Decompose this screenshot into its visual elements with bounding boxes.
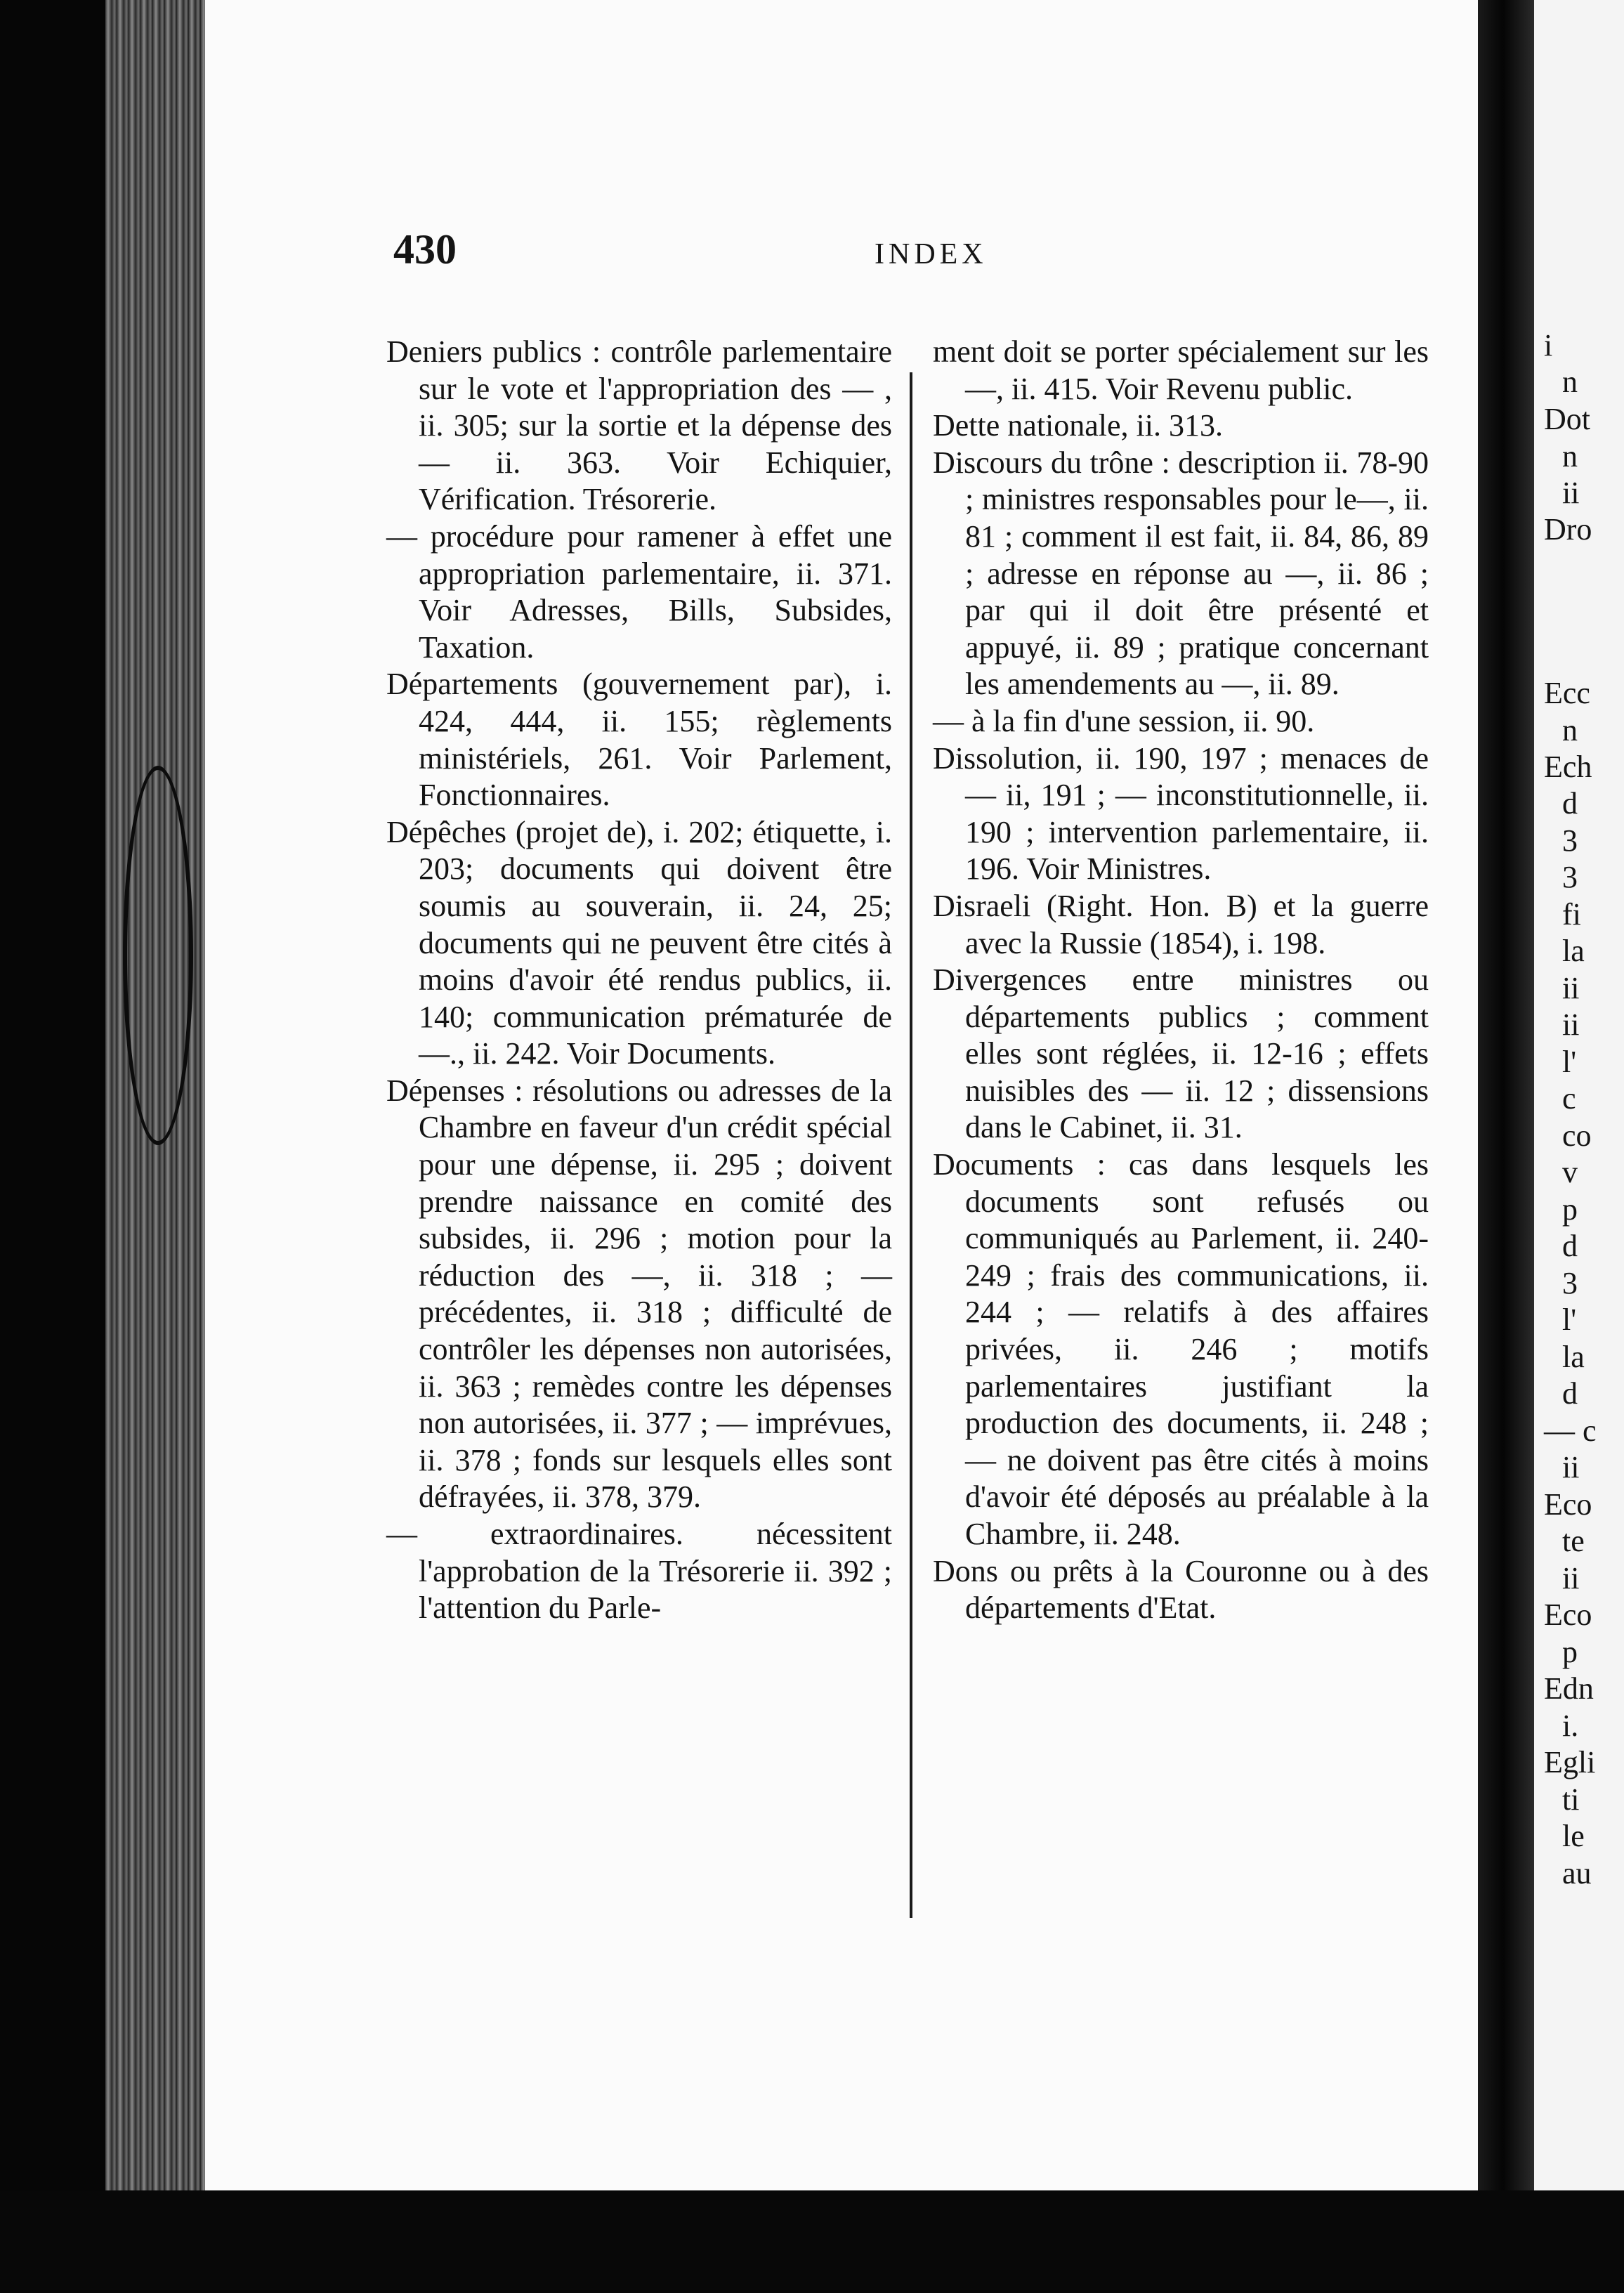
index-column-right — [933, 334, 1429, 1627]
adjacent-page-fragment: v — [1562, 1155, 1578, 1189]
adjacent-page-fragment: fi — [1562, 897, 1581, 932]
adjacent-page-fragment: la — [1562, 1340, 1585, 1374]
adjacent-page-fragment: i. — [1562, 1709, 1579, 1743]
adjacent-page-fragment: te — [1562, 1524, 1585, 1558]
adjacent-page-fragment: Dro — [1544, 512, 1592, 547]
adjacent-page-fragment: n — [1562, 713, 1578, 747]
adjacent-page-fragment: ii — [1562, 1007, 1580, 1042]
index-entry: — procédure pour ramener à effet une appropriation parlementaire, ii. 371. Voir Adresses, Bills, Subsides, Taxation. — [386, 518, 892, 665]
index-entry: Dépêches (projet de), i. 202; étiquette, i. 203; documents qui doivent être soumis au souverain, ii. 24, 25; documents qui ne peuvent être cités à moins d'avoir été rendus publics, ii. 140; communication prématurée de—., ii. 242. Voir Documents. — [386, 814, 892, 1071]
adjacent-page-fragment: au — [1562, 1856, 1592, 1890]
binding-ring — [123, 766, 193, 1145]
adjacent-page-fragment: — c — [1544, 1413, 1597, 1448]
index-entry: Documents : cas dans lesquels les documents sont refusés ou communiqués au Parlement, ii. 240-249 ; frais des communications, ii. 244 ; — relatifs à des affaires privées, ii. 246 ; motifs parlementaires justifiant la production des documents, ii. 248 ; — ne doivent pas être cités à moins d'avoir été déposés au préalable à la Chambre, ii. 248. — [933, 1147, 1429, 1551]
adjacent-page-fragment: Edn — [1544, 1671, 1594, 1706]
adjacent-page-edge — [1534, 0, 1624, 2190]
adjacent-page-fragment: Dot — [1544, 402, 1590, 436]
adjacent-page-fragment: l' — [1562, 1302, 1577, 1337]
scan-border — [0, 2190, 1624, 2293]
index-entry: Dissolution, ii. 190, 197 ; menaces de — ii, 191 ; — inconstitutionnelle, ii. 190 ; intervention parlementaire, ii. 196. Voir Ministres. — [933, 740, 1429, 887]
adjacent-page-fragment: Eco — [1544, 1598, 1592, 1632]
adjacent-page-fragment: 3 — [1562, 860, 1578, 894]
adjacent-page-fragment: 3 — [1562, 1266, 1578, 1300]
adjacent-page-fragment: Ech — [1544, 750, 1592, 784]
adjacent-page-fragment: ii — [1562, 971, 1580, 1005]
adjacent-page-fragment: n — [1562, 365, 1578, 399]
adjacent-page-fragment: 3 — [1562, 823, 1578, 858]
adjacent-page-fragment: ii — [1562, 1450, 1580, 1484]
running-head: INDEX — [875, 238, 988, 270]
index-entry: ment doit se porter spécialement sur les—, ii. 415. Voir Revenu public. — [933, 334, 1429, 406]
page-number: 430 — [393, 226, 457, 273]
column-divider — [910, 372, 912, 1918]
adjacent-page-fragment: p — [1562, 1635, 1578, 1669]
adjacent-page-fragment: i — [1544, 328, 1553, 362]
adjacent-page-fragment: c — [1562, 1081, 1576, 1116]
index-entry: — à la fin d'une session, ii. 90. — [933, 703, 1315, 738]
adjacent-page-fragment: ti — [1562, 1782, 1580, 1817]
adjacent-page-fragment: ii — [1562, 1561, 1580, 1595]
index-column-left — [386, 334, 892, 1627]
adjacent-page-fragment: ii — [1562, 476, 1580, 510]
adjacent-page-fragment: d — [1562, 1229, 1578, 1263]
adjacent-page-fragment: d — [1562, 1376, 1578, 1411]
adjacent-page-fragment: n — [1562, 439, 1578, 473]
adjacent-page-fragment: l' — [1562, 1045, 1577, 1079]
adjacent-page-fragment: le — [1562, 1819, 1585, 1853]
gutter-shadow — [1478, 0, 1534, 2190]
index-entry: Dette nationale, ii. 313. — [933, 408, 1223, 443]
adjacent-page-fragment: p — [1562, 1192, 1578, 1227]
index-entry: Discours du trône : description ii. 78-90 ; ministres responsables pour le—, ii. 81 ; comment il est fait, ii. 84, 86, 89 ; adresse en réponse au —, ii. 86 ; par qui il doit être présenté et appuyé, ii. 89 ; pratique concernant les amendements au —, ii. 89. — [933, 445, 1429, 702]
index-entry: Départements (gouvernement par), i. 424, 444, ii. 155; règlements ministériels, 261. Voir Parlement, Fonctionnaires. — [386, 667, 892, 813]
index-entry: Divergences entre ministres ou départements publics ; comment elles sont réglées, ii. 12-16 ; effets nuisibles des — ii. 12 ; dissensions dans le Cabinet, ii. 31. — [933, 962, 1429, 1145]
adjacent-page-fragment: la — [1562, 934, 1585, 968]
adjacent-page-fragment: Egli — [1544, 1745, 1596, 1779]
index-entry: Dépenses : résolutions ou adresses de la Chambre en faveur d'un crédit spécial pour une dépense, ii. 295 ; doivent prendre naissance en comité des subsides, ii. 296 ; motion pour la réduction des —, ii. 318 ; —précédentes, ii. 318 ; difficulté de contrôler les dépenses non autorisées, ii. 363 ; remèdes contre les dépenses non autorisées, ii. 377 ; — imprévues, ii. 378 ; fonds sur lesquels elles sont défrayées, ii. 378, 379. — [386, 1073, 892, 1515]
adjacent-page-fragment: co — [1562, 1118, 1592, 1153]
index-entry: Dons ou prêts à la Couronne ou à des départements d'Etat. — [933, 1553, 1429, 1626]
adjacent-page-fragment: d — [1562, 786, 1578, 821]
index-entry: Deniers publics : contrôle parlementaire sur le vote et l'appropriation des — , ii. 305; sur la sortie et la dépense des — ii. 363. Voir Echiquier, Vérification. Trésorerie. — [386, 334, 892, 517]
adjacent-page-fragment: Eco — [1544, 1487, 1592, 1522]
book-page — [205, 0, 1478, 2190]
index-entry: Disraeli (Right. Hon. B) et la guerre avec la Russie (1854), i. 198. — [933, 888, 1429, 960]
index-entry: — extraordinaires. nécessitent l'approbation de la Trésorerie ii. 392 ; l'attention du Parle- — [386, 1517, 892, 1626]
adjacent-page-fragment: Ecc — [1544, 676, 1590, 710]
